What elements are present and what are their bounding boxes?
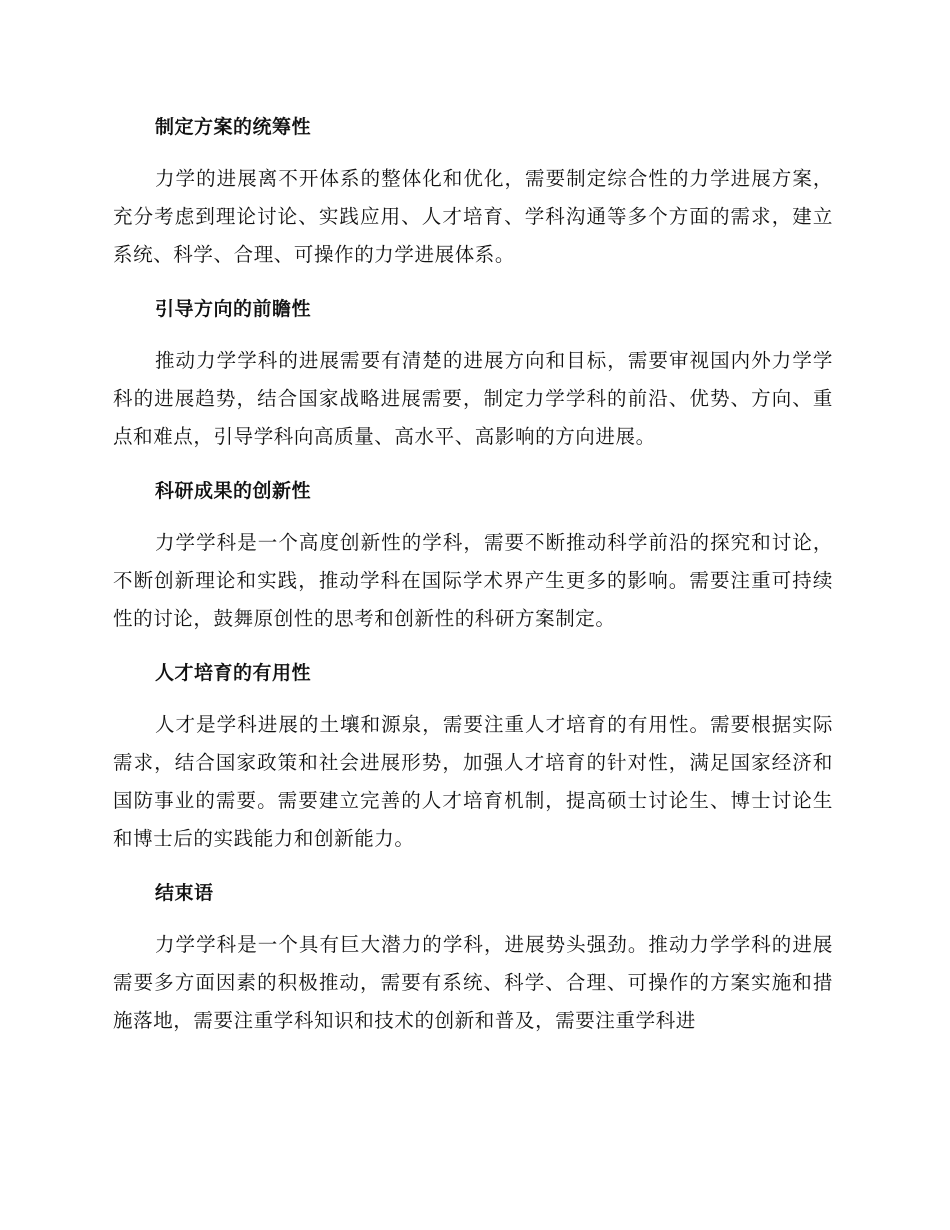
section-heading-conclusion: 结束语 [155,882,214,904]
section-paragraph-innovation: 力学学科是一个高度创新性的学科，需要不断推动科学前沿的探究和讨论，不断创新理论和实践，推动学科在国际学术界产生更多的影响。需要注重可持续性的讨论，鼓舞原创性的思考和创新性的科研方案制定。 [113,531,833,630]
section-heading-talent: 人才培育的有用性 [155,662,312,684]
section-paragraph-planning: 力学的进展离不开体系的整体化和优化，需要制定综合性的力学进展方案，充分考虑到理论讨论、实践应用、人才培育、学科沟通等多个方面的需求，建立系统、科学、合理、可操作的力学进展体系。 [113,167,833,266]
section-heading-direction: 引导方向的前瞻性 [155,298,312,320]
document-body [113,108,833,1040]
section-paragraph-direction: 推动力学学科的进展需要有清楚的进展方向和目标，需要审视国内外力学学科的进展趋势，结合国家战略进展需要，制定力学学科的前沿、优势、方向、重点和难点，引导学科向高质量、高水平、高影响的方向进展。 [113,349,833,448]
section-heading-innovation: 科研成果的创新性 [155,480,312,502]
section-heading-planning: 制定方案的统筹性 [155,116,312,138]
section-paragraph-talent: 人才是学科进展的土壤和源泉，需要注重人才培育的有用性。需要根据实际需求，结合国家政策和社会进展形势，加强人才培育的针对性，满足国家经济和国防事业的需要。需要建立完善的人才培育机制，提高硕士讨论生、博士讨论生和博士后的实践能力和创新能力。 [113,713,833,850]
section-paragraph-conclusion: 力学学科是一个具有巨大潜力的学科，进展势头强劲。推动力学学科的进展需要多方面因素的积极推动，需要有系统、科学、合理、可操作的方案实施和措施落地，需要注重学科知识和技术的创新和普及，需要注重学科进 [113,933,833,1032]
